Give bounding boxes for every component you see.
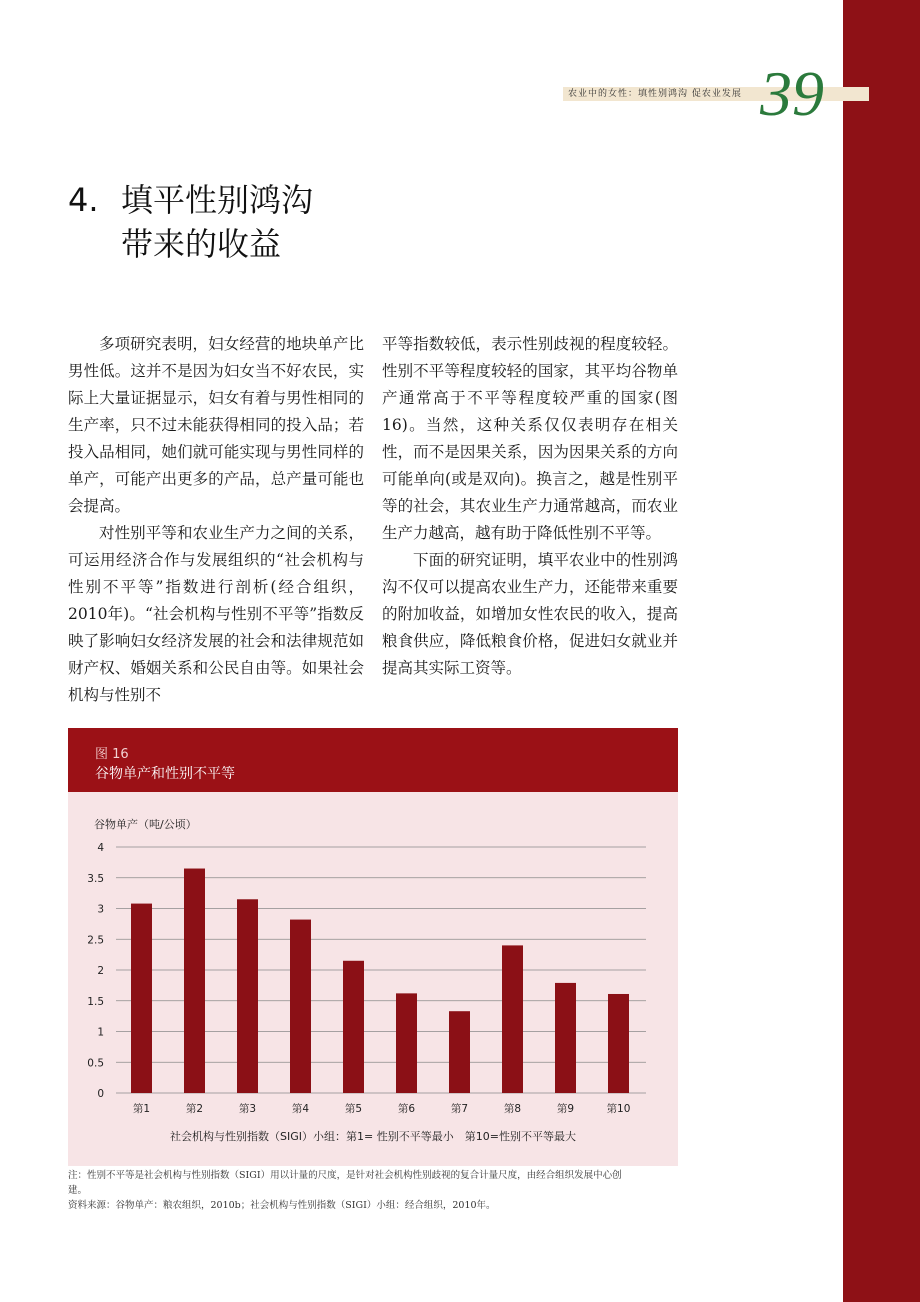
y-tick-label: 2 <box>97 965 104 977</box>
x-axis-label: 社会机构与性别指数（SIGI）小组：第1= 性别不平等最小 第10=性别不平等最大 <box>170 1130 576 1143</box>
figure-chart-area <box>68 792 678 1166</box>
body-left-column <box>68 331 364 709</box>
x-tick-label: 第4 <box>291 1103 310 1115</box>
y-tick-label: 1 <box>97 1026 104 1039</box>
bar-1 <box>131 904 152 1093</box>
running-header-title: 农业中的女性：填性别鸿沟 促农业发展 <box>568 89 742 99</box>
x-tick-label: 第6 <box>397 1103 416 1115</box>
page-number: 39 <box>760 58 824 129</box>
figure-label: 图 16 <box>95 747 129 762</box>
x-tick-label: 第10 <box>606 1103 631 1115</box>
figure-header <box>68 728 678 792</box>
x-tick-label: 第8 <box>503 1103 522 1115</box>
bar-chart <box>68 792 678 1166</box>
x-tick-label: 第7 <box>450 1103 469 1115</box>
bar-5 <box>343 961 364 1093</box>
section-title-line2: 带来的收益 <box>121 225 282 263</box>
bar-6 <box>396 993 417 1093</box>
y-tick-label: 4 <box>97 842 104 854</box>
bar-8 <box>502 945 523 1093</box>
y-tick-label: 0 <box>97 1088 104 1100</box>
bar-2 <box>184 869 205 1093</box>
bar-10 <box>608 994 629 1093</box>
y-tick-label: 0.5 <box>87 1057 104 1070</box>
y-tick-label: 3.5 <box>87 872 104 885</box>
x-tick-label: 第1 <box>132 1103 151 1115</box>
body-paragraph: 对性别平等和农业生产力之间的关系，可运用经济合作与发展组织的“社会机构与性别不平等”指数进行剖析(经合组织，2010年)。“社会机构与性别不平等”指数反映了影响妇女经济发展的社会和法律规范如财产权、婚姻关系和公民自由等。如果社会机构与性别不 <box>68 524 364 704</box>
x-tick-label: 第5 <box>344 1103 363 1115</box>
side-color-band <box>843 0 920 1302</box>
bar-7 <box>449 1011 470 1093</box>
body-right-column <box>382 331 678 682</box>
y-tick-label: 3 <box>97 903 104 916</box>
bar-9 <box>555 983 576 1093</box>
bar-3 <box>237 899 258 1093</box>
body-paragraph: 下面的研究证明，填平农业中的性别鸿沟不仅可以提高农业生产力，还能带来重要的附加收益，如增加女性农民的收入，提高粮食供应，降低粮食价格，促进妇女就业并提高其实际工资等。 <box>382 551 678 677</box>
bar-4 <box>290 920 311 1093</box>
y-axis-label: 谷物单产（吨/公顷） <box>94 818 197 831</box>
figure-source: 资料来源：谷物单产：粮农组织，2010b；社会机构与性别指数（SIGI）小组：经合组织，2010年。 <box>68 1200 496 1211</box>
x-tick-label: 第9 <box>556 1103 575 1115</box>
figure-title: 谷物单产和性别不平等 <box>95 766 235 782</box>
y-tick-label: 1.5 <box>87 995 104 1008</box>
figure-notes <box>68 1168 628 1213</box>
x-tick-label: 第3 <box>238 1103 257 1115</box>
x-tick-label: 第2 <box>185 1103 204 1115</box>
body-paragraph: 多项研究表明，妇女经营的地块单产比男性低。这并不是因为妇女当不好农民，实际上大量证据显示，妇女有着与男性相同的生产率，只不过未能获得相同的投入品；若投入品相同，她们就可能实现与男性同样的单产，可能产出更多的产品，总产量可能也会提高。 <box>68 335 364 515</box>
figure-note: 注：性别不平等是社会机构与性别指数（SIGI）用以计量的尺度，是针对社会机构性别歧视的复合计量尺度，由经合组织发展中心创建。 <box>68 1170 622 1196</box>
y-tick-label: 2.5 <box>87 934 104 947</box>
section-number: 4. <box>68 181 99 219</box>
section-title-line1: 填平性别鸿沟 <box>121 181 314 219</box>
body-paragraph: 平等指数较低，表示性别歧视的程度较轻。性别不平等程度较轻的国家，其平均谷物单产通常高于不平等程度较严重的国家(图16)。当然，这种关系仅仅表明存在相关性，而不是因果关系，因为因果关系的方向可能单向(或是双向)。换言之，越是性别平等的社会，其农业生产力通常越高，而农业生产力越高，越有助于降低性别不平等。 <box>382 335 678 542</box>
